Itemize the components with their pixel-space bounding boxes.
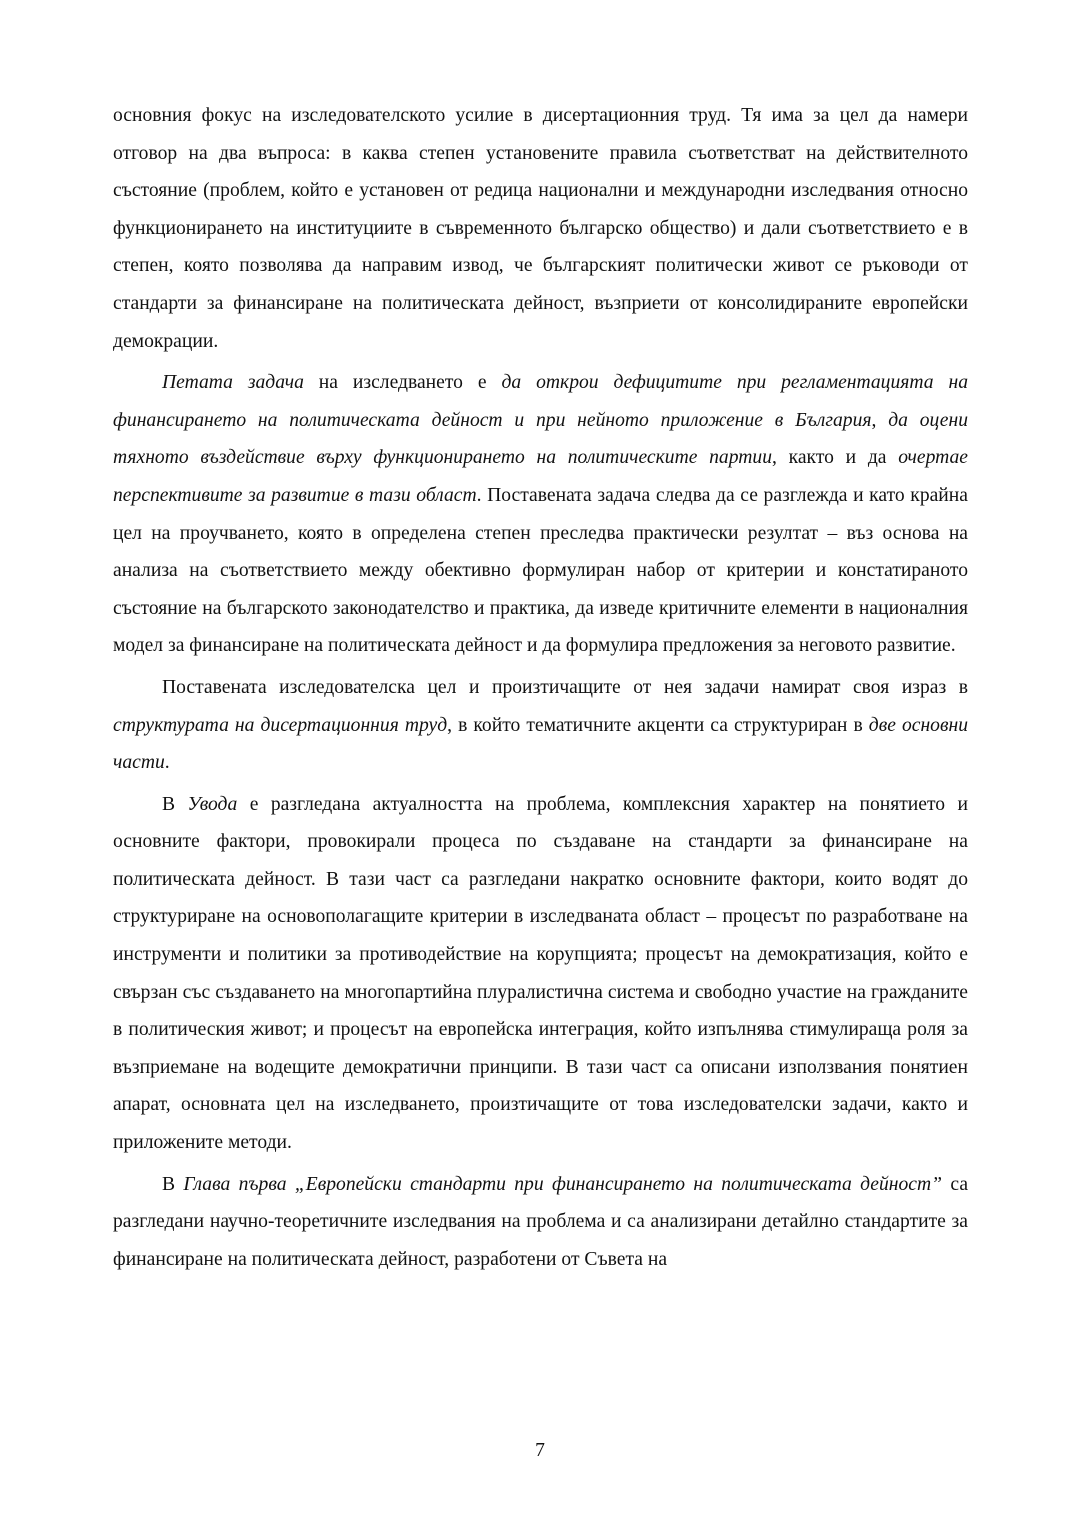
text-run: е разгледана актуалността на проблема, комплексния характер на понятието и основните фактори, провокирали процеса по създаване на стандарти за финансиране на политическата дейност. В тази част са разгледани накратко основните фактори, които водят до структуриране на основополагащите критерии в изследваната област – процесът по разработване на инструменти и политики за противодействие на корупцията; процесът на демократизация, който е свързан със създаването на многопартийна плуралистична система и свободно участие на гражданите в политическия живот; и процесът на европейска интеграция, който изпълнява стимулираща роля за възприемане на водещите демократични принципи. В тази част са описани използвания понятиен апарат, основната цел на изследването, произтичащите от това изследователски задачи, както и приложените методи. xyxy=(113,793,968,1154)
text-run: В xyxy=(162,793,188,815)
paragraph xyxy=(113,97,968,360)
paragraph xyxy=(113,786,968,1162)
text-run: . xyxy=(164,752,170,774)
text-run: основния фокус на изследователското усилие в дисертационния труд. Тя има за цел да намери отговор на два въпроса: в каква степен установените правила съответстват на действителното състояние (проблем, който е установен от редица национални и международни изследвания относно функционирането на институциите в съвременното българско общество) и дали съответствието е в степен, която позволява да направим извод, че българският политически живот се ръководи от стандарти за финансиране на политическата дейност, възприети от консолидираните европейски демокрации. xyxy=(113,105,968,352)
document-body xyxy=(113,97,968,1278)
italic-text-run: структурата на дисертационния труд xyxy=(113,714,448,736)
italic-text-run: две основни части xyxy=(113,714,969,774)
text-run: на изследването е xyxy=(303,372,502,394)
italic-text-run: Увода xyxy=(187,793,238,815)
text-run: В xyxy=(162,1173,184,1195)
paragraph xyxy=(113,669,968,782)
text-run: Поставената изследователска цел и произтичащите от нея задачи намират своя израз в xyxy=(162,676,968,698)
text-run: , както и да xyxy=(772,447,899,469)
text-run: . Поставената задача следва да се разглежда и като крайна цел на проучването, която в определена степен преследва практически резултат – въз основа на анализа на съответствието между обективно формулиран набор от критерии и констатираното състояние на българското законодателство и практика, да изведе критичните елементи в националния модел за финансиране на политическата дейност и да формулира предложения за неговото развитие. xyxy=(113,484,968,657)
text-run: , в който тематичните акценти са структуриран в xyxy=(447,714,869,736)
page-number: 7 xyxy=(535,1440,545,1461)
text-run: са разгледани научно-теоретичните изследвания на проблема и са анализирани детайлно стандартите за финансиране на политическата дейност, разработени от Съвета на xyxy=(113,1173,969,1270)
paragraph xyxy=(113,364,968,665)
text-run: , xyxy=(871,409,889,431)
italic-text-run: да оцени тяхното въздействие върху функционирането на политическите партии xyxy=(113,409,969,469)
italic-text-run: Петата задача xyxy=(162,372,304,394)
italic-text-run: очертае перспективите за развитие в тази област xyxy=(113,447,968,506)
paragraph xyxy=(113,1166,968,1279)
italic-text-run: да открои дефицитите при регламентацията на финансирането на политическата дейност и при нейното приложение в България xyxy=(113,372,968,431)
italic-text-run: Глава първа „Европейски стандарти при финансирането на политическата дейност” xyxy=(183,1173,943,1195)
